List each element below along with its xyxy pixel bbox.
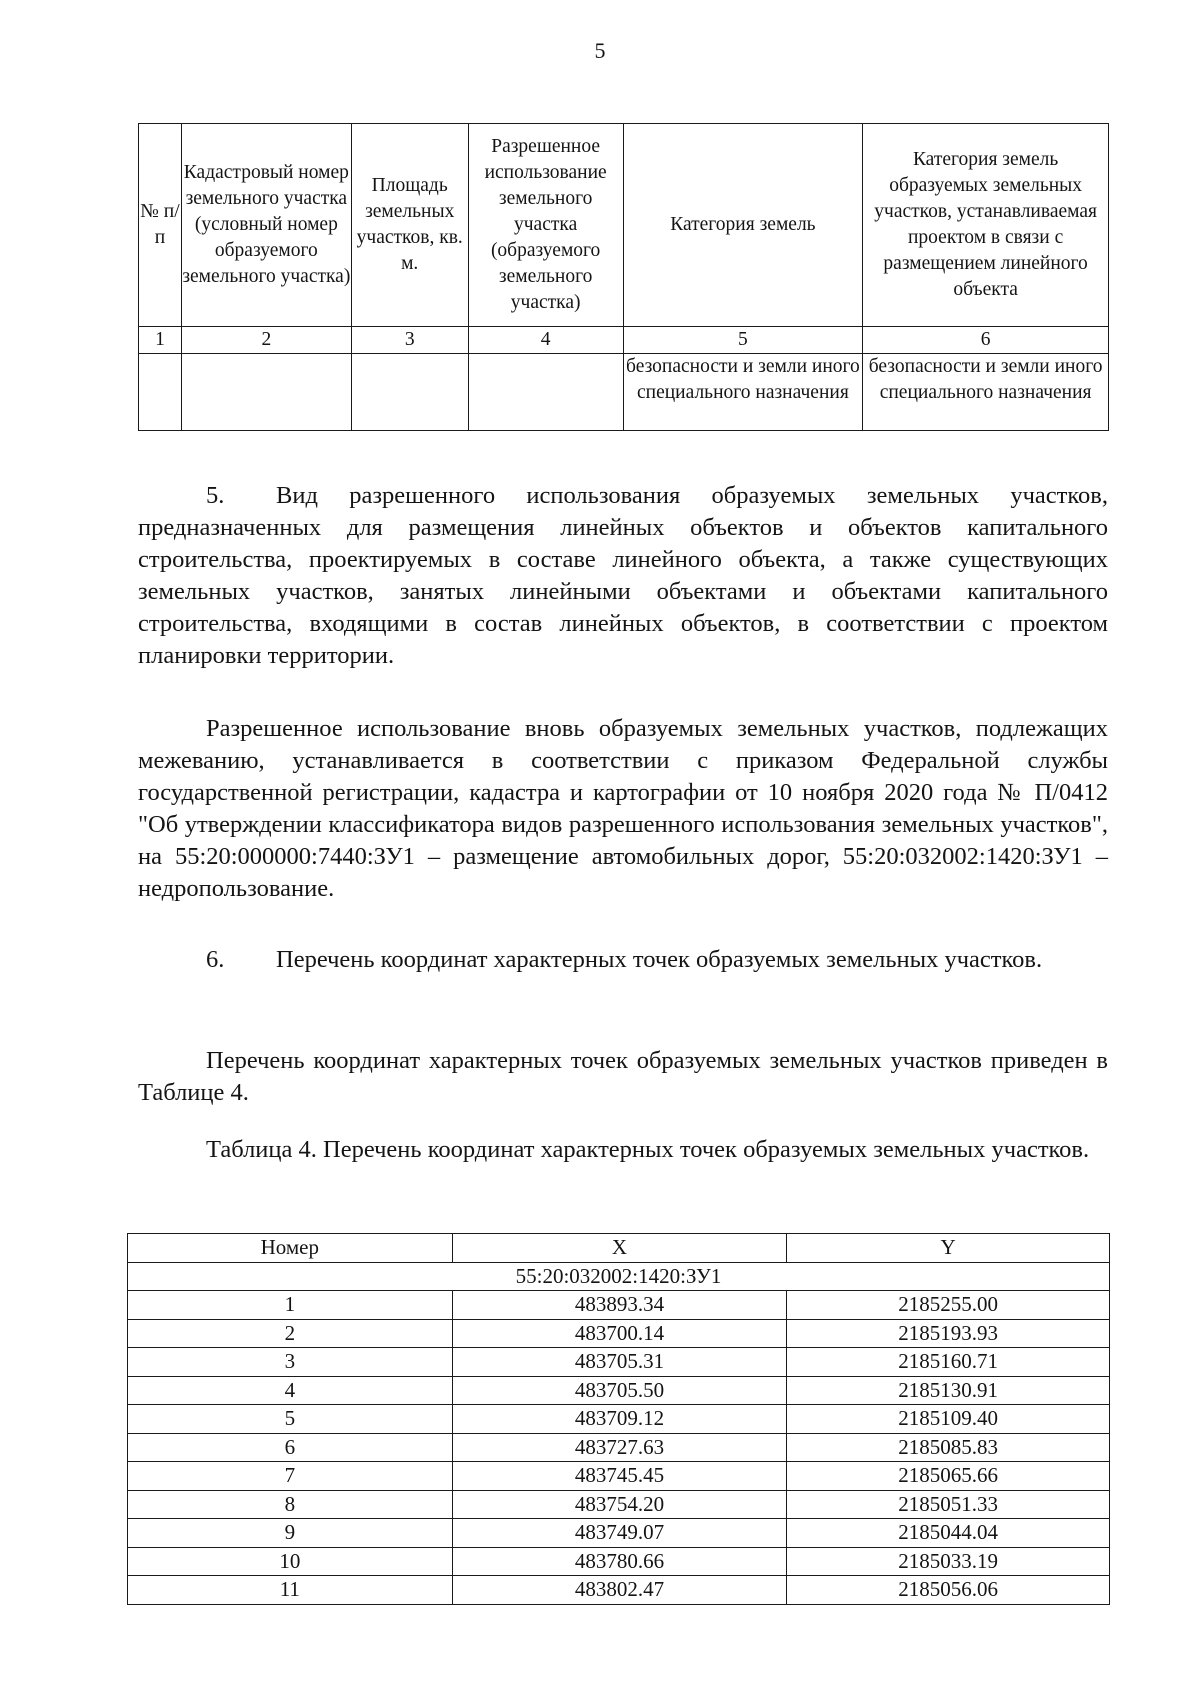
x-coordinate: 483700.14 [452,1319,787,1348]
x-coordinate: 483745.45 [452,1462,787,1491]
x-coordinate: 483780.66 [452,1547,787,1576]
header-cell: Кадастровый номер земельного участка (условный номер образуемого земельного участка) [181,124,351,327]
column-number: 4 [468,327,623,354]
section-5-number: 5. [206,482,225,509]
point-number: 3 [128,1348,453,1377]
table-row [128,1405,1110,1434]
header-cell: Категория земель образуемых земельных участков, устанавливаемая проектом в связи с размещением линейного объекта [863,124,1109,327]
header-cell: Y [787,1234,1110,1263]
table-row [128,1433,1110,1462]
x-coordinate: 483709.12 [452,1405,787,1434]
coordinates-body [128,1291,1110,1605]
point-number: 1 [128,1291,453,1320]
point-number: 10 [128,1547,453,1576]
column-number: 5 [623,327,863,354]
y-coordinate: 2185033.19 [787,1547,1110,1576]
x-coordinate: 483749.07 [452,1519,787,1548]
table-cell [468,354,623,431]
column-number-row [139,327,1109,354]
x-coordinate: 483705.50 [452,1376,787,1405]
section-5-paragraph [138,480,1108,672]
coordinates-paragraph: Перечень координат характерных точек образуемых земельных участков приведен в Таблице 4. [138,1047,1108,1106]
header-cell: № п/п [139,124,182,327]
point-number: 7 [128,1462,453,1491]
table-cell [351,354,468,431]
header-cell: Площадь земельных участков, кв. м. [351,124,468,327]
point-number: 5 [128,1405,453,1434]
parcel-label: 55:20:032002:1420:ЗУ1 [128,1262,1110,1291]
table-row [139,354,1109,431]
table-row [128,1376,1110,1405]
y-coordinate: 2185193.93 [787,1319,1110,1348]
x-coordinate: 483893.34 [452,1291,787,1320]
y-coordinate: 2185130.91 [787,1376,1110,1405]
table-row [128,1547,1110,1576]
y-coordinate: 2185160.71 [787,1348,1110,1377]
table-row [128,1348,1110,1377]
coordinates-table [127,1233,1110,1605]
table-row [128,1319,1110,1348]
y-coordinate: 2185085.83 [787,1433,1110,1462]
y-coordinate: 2185109.40 [787,1405,1110,1434]
point-number: 8 [128,1490,453,1519]
section-6-text: Перечень координат характерных точек образуемых земельных участков. [276,946,1043,973]
x-coordinate: 483802.47 [452,1576,787,1605]
table-cell [181,354,351,431]
point-number: 9 [128,1519,453,1548]
table-row [128,1291,1110,1320]
table-header-row [139,124,1109,327]
page-number: 5 [594,38,606,63]
table-row [128,1462,1110,1491]
column-number: 3 [351,327,468,354]
point-number: 4 [128,1376,453,1405]
table-4-caption: Таблица 4. Перечень координат характерных точек образуемых земельных участков. [206,1136,1090,1163]
point-number: 6 [128,1433,453,1462]
permitted-use-paragraph: Разрешенное использование вновь образуемых земельных участков, подлежащих межеванию, устанавливается в соответствии с приказом Федеральной службы государственной регистрации, кадастра и картографии от 10 ноября 2020 года № П/0412 "Об утверждении классификатора видов разрешенного использования земельных участков", на 55:20:000000:7440:ЗУ1 – размещение автомобильных дорог, 55:20:032002:1420:ЗУ1 – недропользование. [138,715,1108,902]
table-cell: безопасности и земли иного специального назначения [863,354,1109,431]
table-row [128,1519,1110,1548]
header-cell: X [452,1234,787,1263]
column-number: 2 [181,327,351,354]
x-coordinate: 483727.63 [452,1433,787,1462]
y-coordinate: 2185065.66 [787,1462,1110,1491]
y-coordinate: 2185255.00 [787,1291,1110,1320]
header-cell: Разрешенное использование земельного участка (образуемого земельного участка) [468,124,623,327]
point-number: 2 [128,1319,453,1348]
table-row [128,1490,1110,1519]
column-number: 6 [863,327,1109,354]
y-coordinate: 2185044.04 [787,1519,1110,1548]
header-cell: Категория земель [623,124,863,327]
y-coordinate: 2185051.33 [787,1490,1110,1519]
table-cell [139,354,182,431]
table-header-row [128,1234,1110,1263]
section-5-text: Вид разрешенного использования образуемых земельных участков, предназначенных для размещения линейных объектов и объектов капитального строительства, проектируемых в составе линейного объекта, а также существующих земельных участков, занятых линейными объектами и объектами капитального строительства, входящими в состав линейных объектов, в соответствии с проектом планировки территории. [138,482,1108,669]
point-number: 11 [128,1576,453,1605]
table-row [128,1576,1110,1605]
group-row [128,1262,1110,1291]
section-6-number: 6. [206,946,225,973]
y-coordinate: 2185056.06 [787,1576,1110,1605]
x-coordinate: 483705.31 [452,1348,787,1377]
x-coordinate: 483754.20 [452,1490,787,1519]
table-cell: безопасности и земли иного специального назначения [623,354,863,431]
header-cell: Номер [128,1234,453,1263]
column-number: 1 [139,327,182,354]
land-category-table [138,123,1109,431]
section-6-paragraph [138,944,1108,976]
